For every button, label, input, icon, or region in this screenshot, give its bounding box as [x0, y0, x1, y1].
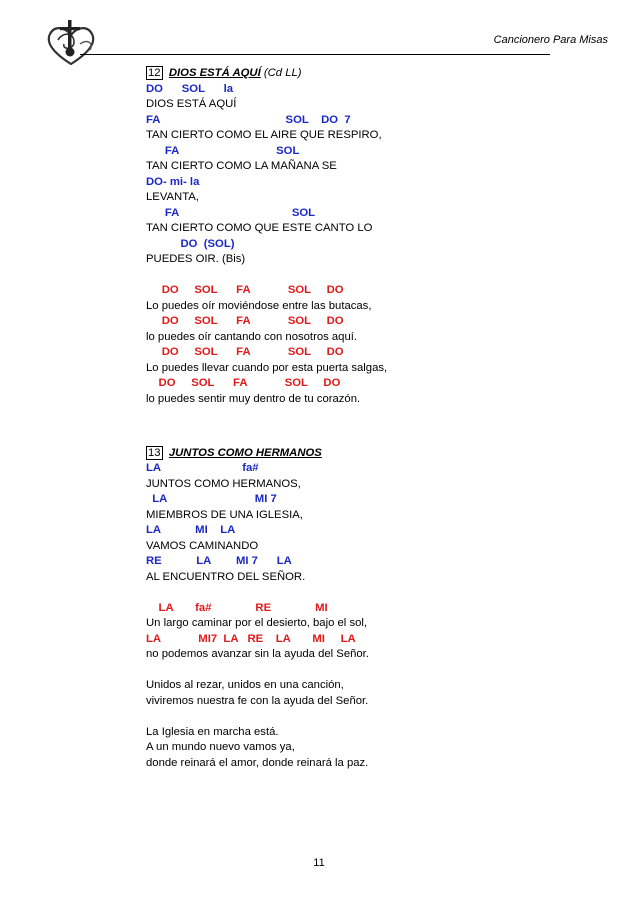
chord-line: LA MI LA: [146, 524, 236, 536]
lyric-line: Un largo caminar por el desierto, bajo el sol,: [146, 617, 368, 629]
chord-line: FA SOL: [146, 144, 300, 157]
chord-line: LA MI7 LA RE LA MI LA: [146, 632, 356, 645]
verse-gap: [146, 709, 586, 725]
chord-line: DO SOL FA SOL DO: [146, 377, 341, 389]
heart-cross-logo-icon: [40, 18, 102, 70]
lyric-line: Lo puedes llevar cuando por esta puerta salgas,: [146, 361, 388, 374]
chord-line: DO SOL FA SOL DO: [146, 346, 344, 358]
lyric-line: JUNTOS COMO HERMANOS,: [146, 477, 301, 490]
lyric-line: donde reinará el amor, donde reinará la paz.: [146, 756, 369, 769]
lyric-line: TAN CIERTO COMO EL AIRE QUE RESPIRO,: [146, 129, 382, 141]
lyric-line: La Iglesia en marcha está.: [146, 725, 279, 738]
song-heading: [146, 446, 586, 462]
chord-line: DO SOL la: [146, 82, 234, 95]
song-separator: [146, 430, 586, 446]
lyric-line: Lo puedes oír moviéndose entre las butacas,: [146, 299, 372, 312]
lyric-line: DIOS ESTÁ AQUÍ: [146, 98, 237, 110]
chord-line: FA SOL DO 7: [146, 113, 351, 126]
song-heading: [146, 66, 586, 82]
page-number: 11: [313, 857, 325, 869]
chord-line: DO- mi- la: [146, 175, 200, 188]
song-number: 13: [148, 446, 161, 459]
lyric-line: AL ENCUENTRO DEL SEÑOR.: [146, 570, 306, 583]
chord-line: LA MI 7: [146, 493, 277, 505]
verse-gap: [146, 585, 586, 601]
verse-gap: [146, 268, 586, 284]
lyric-line: Unidos al rezar, unidos en una canción,: [146, 679, 344, 691]
chord-line: LA fa#: [146, 462, 259, 474]
lyric-line: TAN CIERTO COMO QUE ESTE CANTO LO: [146, 222, 373, 234]
songbook-content: [146, 66, 586, 771]
lyric-line: lo puedes sentir muy dentro de tu corazón.: [146, 392, 361, 405]
lyric-line: MIEMBROS DE UNA IGLESIA,: [146, 508, 303, 521]
header-title: Cancionero Para Misas: [493, 34, 608, 46]
verse-gap: [146, 663, 586, 679]
lyric-line: TAN CIERTO COMO LA MAÑANA SE: [146, 160, 337, 172]
song-title: DIOS ESTÁ AQUÍ: [168, 67, 261, 79]
lyric-line: A un mundo nuevo vamos ya,: [146, 741, 295, 753]
lyric-line: viviremos nuestra fe con la ayuda del Señor.: [146, 694, 369, 707]
song-number: 12: [148, 67, 161, 79]
lyric-line: lo puedes oír cantando con nosotros aquí.: [146, 330, 358, 343]
song-title: JUNTOS COMO HERMANOS: [168, 446, 322, 459]
chord-line: DO (SOL): [146, 237, 235, 250]
chord-line: DO SOL FA SOL DO: [146, 284, 344, 296]
song-separator: [146, 407, 586, 430]
chord-line: RE LA MI 7 LA: [146, 555, 292, 567]
song-subtitle: (Cd LL): [263, 67, 302, 79]
chord-line: FA SOL: [146, 206, 316, 219]
lyric-line: no podemos avanzar sin la ayuda del Señor.: [146, 648, 369, 660]
header-divider: [80, 54, 550, 55]
lyric-line: LEVANTA,: [146, 191, 199, 203]
lyric-line: VAMOS CAMINANDO: [146, 539, 259, 552]
lyric-line: PUEDES OIR. (Bis): [146, 253, 246, 265]
chord-line: LA fa# RE MI: [146, 601, 328, 614]
chord-line: DO SOL FA SOL DO: [146, 315, 344, 327]
